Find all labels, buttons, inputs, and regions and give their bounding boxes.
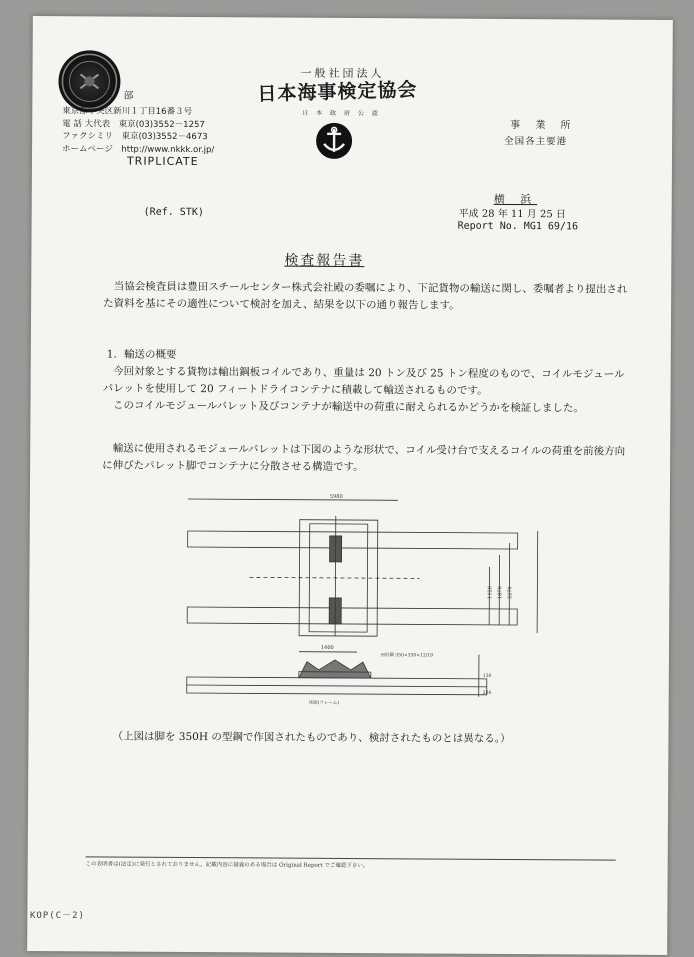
triplicate-label: TRIPLICATE <box>126 154 199 169</box>
office-title: 事 業 所 <box>510 119 577 132</box>
pallet-paragraph: 輸送に使用されるモジュールパレットは下図のような形状で、コイル受け台で支えるコイルの荷重を前後方向に伸びたパレット脚でコンテナに分散させる構造です。 <box>102 442 626 474</box>
office-locations: 全国各主要港 <box>504 135 568 148</box>
hq-fax: ファクシミリ 東京(03)3552－4673 <box>62 131 208 143</box>
dim-side: 2270 <box>507 586 514 599</box>
overview-line: 今回対象とする貨物は輸出鋼板コイルであり、重量は 20 トン及び 25 トン程度のもので、コイルモジュールパレットを使用して 20 フィートドライコンテナに積載して輸送されるものです。 <box>102 365 625 397</box>
section-label: H形鋼 350×350×12/19 <box>380 653 434 659</box>
footer-note: この表明書は(法定)に発行とされておりません。記載内容に疑義のある場合は Original Report でご確認下さい。 <box>85 861 369 870</box>
drawing-caption: （上図は脚を 350H の型鋼で作図されたものであり、検討されたものとは異なる。） <box>112 730 511 745</box>
org-type: 一般社団法人 <box>300 66 385 81</box>
hq-homepage: ホームページ http://www.nkkk.or.jp/ <box>62 143 215 155</box>
issue-date: 平成 28 年 11 月 25 日 <box>458 208 566 221</box>
elev-dim: 120 <box>482 673 492 679</box>
org-name: 日本海事検定協会 <box>257 78 418 106</box>
hq-title: 本 部 <box>102 90 138 102</box>
plan-view <box>187 499 518 637</box>
overview-line: このコイルモジュールパレット及びコンテナが輸送中の荷重に耐えられるかどうかを検証しました。 <box>112 399 584 415</box>
dim-bottom: 1400 <box>320 644 334 651</box>
issue-city: 横 浜 <box>493 192 538 207</box>
dim-top: 5980 <box>329 493 343 500</box>
dim-side: 1120 <box>487 586 494 599</box>
hq-phone: 電 話 大代表 東京(03)3552－1257 <box>62 118 205 130</box>
elev-dim: 236 <box>482 690 492 696</box>
association-seal <box>58 50 120 112</box>
reference: (Ref. STK) <box>143 206 204 219</box>
form-code: KOP(C－2) <box>30 911 85 921</box>
intro-paragraph: 当協会検査員は豊田スチールセンター株式会社殿の委嘱により、下記貨物の輸送に関し、委嘱者より提出された資料を基にその適性について検討を加え、結果を以下の通り報告します。 <box>103 280 628 312</box>
dim-side: 1870 <box>497 586 504 599</box>
anchor-logo-icon <box>315 122 353 160</box>
document-title: 検査報告書 <box>284 252 365 270</box>
hq-contact-block <box>62 105 215 156</box>
report-number: Report No. MG1 69/16 <box>457 220 579 233</box>
base-label: 床面(フレーム) <box>308 700 340 706</box>
pallet-drawing <box>149 485 540 719</box>
hq-address: 東京都中央区新川１丁目16番３号 <box>62 106 193 118</box>
elevation-view <box>187 651 487 697</box>
section-heading: 1．輸送の概要 <box>106 348 177 361</box>
document-page <box>27 16 673 955</box>
side-section-view <box>537 531 540 633</box>
org-sub: 日 本 政 府 公 認 <box>302 109 381 118</box>
overview-paragraph <box>102 363 632 417</box>
